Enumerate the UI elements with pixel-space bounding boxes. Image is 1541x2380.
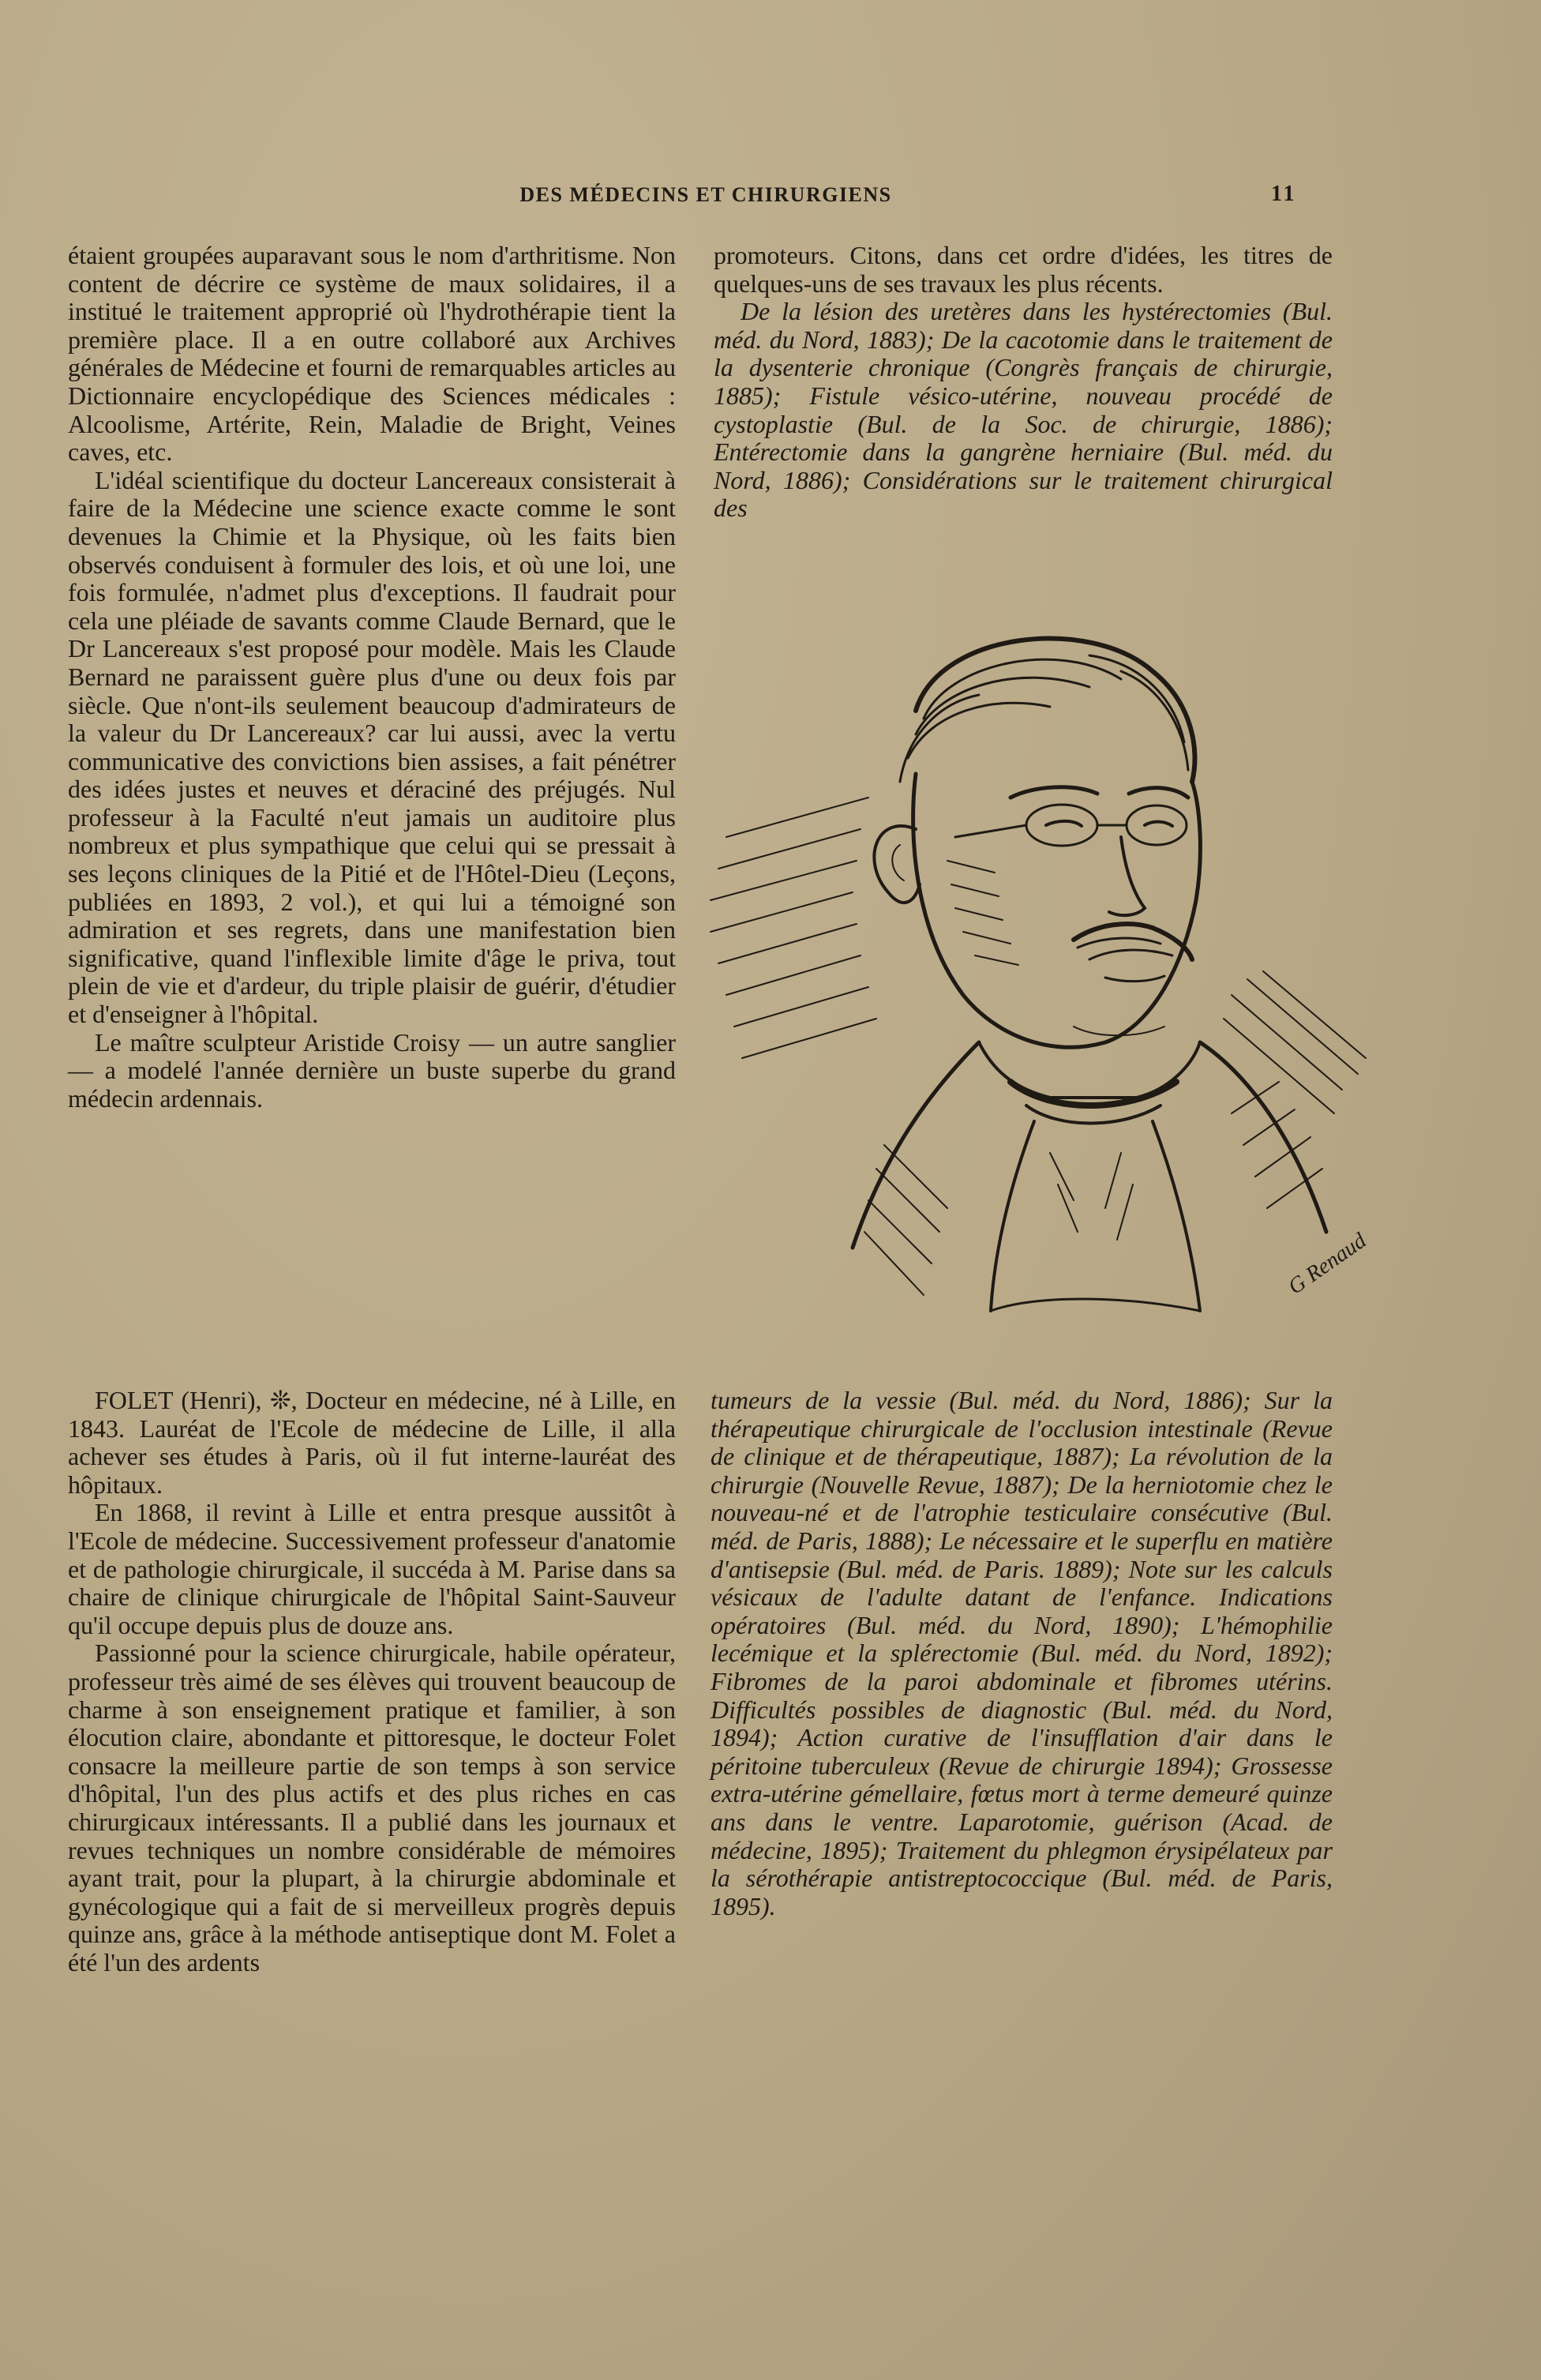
paragraph: étaient groupées auparavant sous le nom d'arthritisme. Non content de décrire ce système de maux solidaires, il a institué le traitement approprié où l'hydrothérapie tient la première place. Il a en outre collaboré aux Archives générales de Médecine et fourni de remarquables articles au Dictionnaire encyclopédique des Sciences médicales : Alcoolisme, Artérite, Rein, Maladie de Bright, Veines caves, etc. bbox=[68, 241, 676, 467]
paragraph: promoteurs. Citons, dans cet ordre d'idées, les titres de quelques-uns de ses travaux les plus récents. bbox=[714, 241, 1333, 298]
running-title: DES MÉDECINS ET CHIRURGIENS bbox=[519, 183, 892, 206]
right-column-bottom bbox=[711, 1387, 1333, 1920]
bibliography-paragraph: De la lésion des uretères dans les hystérectomies (Bul. méd. du Nord, 1883); De la cacotomie dans le traitement de la dysenterie chronique (Congrès français de chirurgie, 1885); Fistule vésico-utérine, nouveau procédé de cystoplastie (Bul. de la Soc. de chirurgie, 1886); Entérectomie dans la gangrène herniaire (Bul. méd. du Nord, 1886); Considérations sur le traitement chirurgical des bbox=[714, 297, 1333, 523]
paragraph: Le maître sculpteur Aristide Croisy — un autre sanglier — a modelé l'année dernière un buste superbe du grand médecin ardennais. bbox=[68, 1027, 676, 1113]
paragraph: Passionné pour la science chirurgicale, habile opérateur, professeur très aimé de ses élèves qui trouvent beaucoup de charme à son enseignement pratique et familier, à son élocution claire, abondante et pittoresque, le docteur Folet consacre la meilleure partie de son temps à son service d'hôpital, l'un des plus actifs et des plus riches en cas chirurgicaux intéressants. Il a publié dans les journaux et revues techniques un nombre considérable de mémoires ayant trait, pour la plupart, à la chirurgie abdominale et gynécologique qui a fait de si merveilleux progrès depuis quinze ans, grâce à la méthode antiseptique dont M. Folet a été l'un des ardents bbox=[68, 1639, 676, 1976]
bibliography-paragraph: tumeurs de la vessie (Bul. méd. du Nord, 1886); Sur la thérapeutique chirurgicale de l'occlusion intestinale (Revue de clinique et de thérapeutique, 1887); La révolution de la chirurgie (Nouvelle Revue, 1887); De la herniotomie chez le nouveau-né et de l'atrophie testiculaire consécutive (Bul. méd. de Paris, 1888); Le nécessaire et le superflu en matière d'antisepsie (Bul. méd. de Paris. 1889); Note sur les calculs vésicaux de l'adulte datant de l'enfance. Indications opératoires (Bul. méd. du Nord, 1890); L'hémophilie lecémique et la splérectomie (Bul. méd. du Nord, 1892); Fibromes de la paroi abdominale et fibromes utérins. Difficultés possibles de diagnostic (Bul. méd. du Nord, 1894); Action curative de l'insufflation d'air dans le péritoine tuberculeux (Revue de chirurgie 1894); Grossesse extra-utérine gémellaire, fœtus mort à terme demeuré quinze ans dans le ventre. Laparotomie, guérison (Acad. de médecine, 1895); Traitement du phlegmon érysipélateux par la sérothérapie antistreptococcique (Bul. méd. de Paris, 1895). bbox=[711, 1386, 1333, 1920]
artist-signature: G Renaud bbox=[1284, 1228, 1371, 1300]
right-column-top bbox=[714, 242, 1333, 523]
paragraph: L'idéal scientifique du docteur Lancereaux consisterait à faire de la Médecine une science exacte comme le sont devenues la Chimie et la Physique, où les faits bien observés conduisent à formuler des lois, et où une loi, une fois formulée, n'admet plus d'exceptions. Il faudrait pour cela une pléiade de savants comme Claude Bernard, que le Dr Lancereaux s'est proposé pour modèle. Mais les Claude Bernard ne paraissent guère plus d'une ou deux fois par siècle. Que n'ont-ils seulement beaucoup d'admirateurs de la valeur du Dr Lancereaux? car lui aussi, avec la vertu communicative des convictions bien assises, a fait pénétrer des idées justes et neuves et déraciné des préjugés. Nul professeur à la Faculté n'eut jamais un auditoire plus nombreux et plus sympathique que celui qui se pressait à ses leçons cliniques de la Pitié et de l'Hôtel-Dieu (Leçons, publiées en 1893, 2 vol.), et qui lui a témoigné son admiration et ses regrets, dans une manifestation bien significative, quand l'inflexible limite d'âge le priva, tout plein de vie et d'ardeur, du triple plaisir de guérir, d'étudier et d'enseigner à l'hôpital. bbox=[68, 465, 676, 1029]
paragraph: FOLET (Henri), ❊, Docteur en médecine, né à Lille, en 1843. Lauréat de l'Ecole de médecine de Lille, il alla achever ses études à Paris, où il fut interne-lauréat des hôpitaux. bbox=[68, 1386, 676, 1499]
portrait-engraving bbox=[679, 600, 1374, 1358]
page-number: 11 bbox=[1271, 182, 1297, 206]
left-column-bottom bbox=[68, 1387, 676, 1976]
paragraph: En 1868, il revint à Lille et entra presque aussitôt à l'Ecole de médecine. Successivement professeur d'anatomie et de pathologie chirurgicale, il succéda à M. Parise dans sa chaire de clinique chirurgicale de l'hôpital Saint-Sauveur qu'il occupe depuis plus de douze ans. bbox=[68, 1498, 676, 1639]
left-column-top bbox=[68, 242, 676, 1113]
